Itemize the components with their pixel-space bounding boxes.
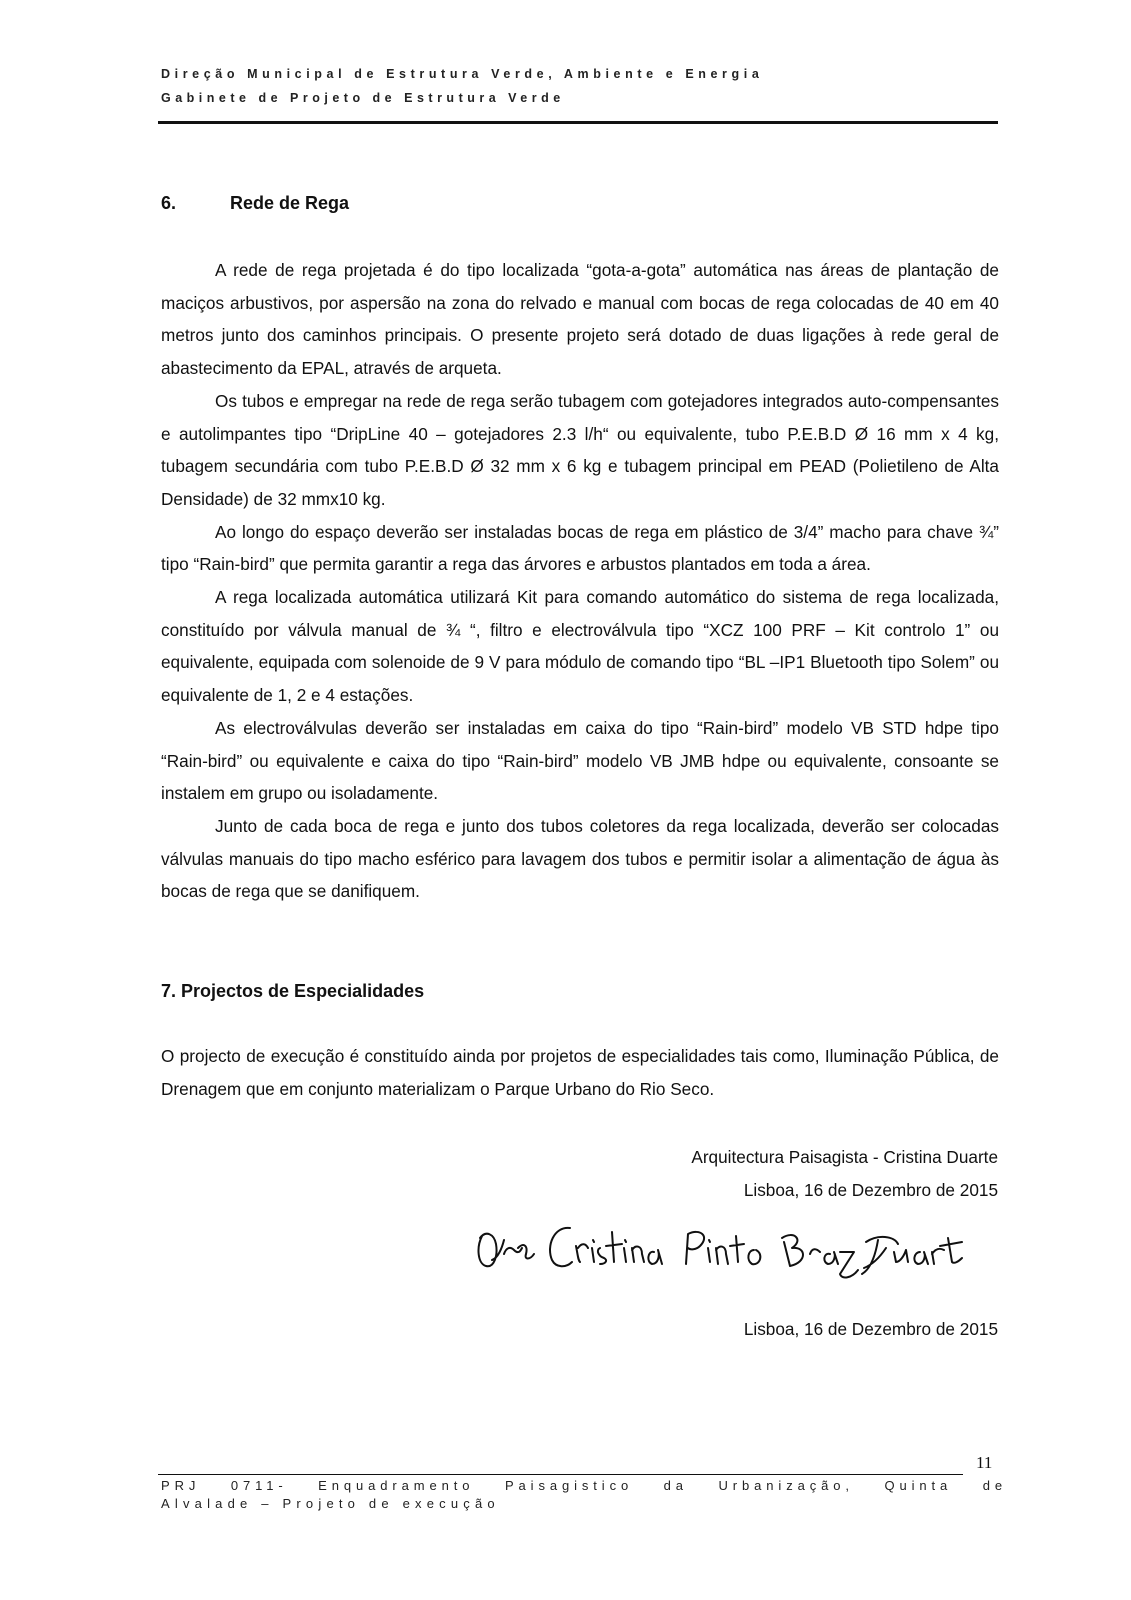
paragraph: Junto de cada boca de rega e junto dos tubos coletores da rega localizada, deverão ser colocadas válvulas manuais do tipo macho esférico para lavagem dos tubos e permitir isolar a alimentação de água às bocas de rega que se danifiquem. (161, 815, 999, 902)
paragraph: Ao longo do espaço deverão ser instaladas bocas de rega em plástico de 3/4” macho para chave ¾” tipo “Rain-bird” que permita garantir a rega das árvores e arbustos plantados em toda a área. (161, 521, 999, 575)
section-6-title: Rede de Rega (230, 193, 350, 213)
footer-project-line2: Alvalade – Projeto de execução (161, 1496, 500, 1511)
handwritten-signature (474, 1218, 964, 1298)
header-office: Gabinete de Projeto de Estrutura Verde (161, 91, 565, 105)
paragraph: A rega localizada automática utilizará Kit para comando automático do sistema de rega localizada, constituído por válvula manual de ¾ “, filtro e electroválvula tipo “XCZ 100 PRF – Kit controlo 1” ou equivalente, equipada com solenoide de 9 V para módulo de comando tipo “BL –IP1 Bluetooth tipo Solem” ou equivalente de 1, 2 e 4 estações. (161, 587, 999, 706)
section-7-heading: 7. Projectos de Especialidades (161, 981, 425, 1001)
section-6-body (161, 254, 999, 908)
footer-project-line1: PRJ 0711- Enquadramento Paisagistico da Urbanização, Quinta de (161, 1478, 1007, 1493)
paragraph: O projecto de execução é constituído ainda por projetos de especialidades tais como, Iluminação Pública, de Drenagem que em conjunto materializam o Parque Urbano do Rio Seco. (161, 1046, 999, 1099)
section-6-number: 6. (161, 193, 177, 213)
footer-rule (158, 1474, 963, 1475)
paragraph: As electroválvulas deverão ser instaladas em caixa do tipo “Rain-bird” modelo VB STD hdpe tipo “Rain-bird” ou equivalente e caixa do tipo “Rain-bird” modelo VB JMB hdpe ou equivalente, consoante se instalem em grupo ou isoladamente. (161, 717, 999, 804)
header-rule (158, 121, 998, 124)
paragraph: Os tubos e empregar na rede de rega serão tubagem com gotejadores integrados auto-compensantes e autolimpantes tipo “DripLine 40 – gotejadores 2.3 l/h“ ou equivalente, tubo P.E.B.D Ø 16 mm x 4 kg, tubagem secundária com tubo P.E.B.D Ø 32 mm x 6 kg e tubagem principal em PEAD (Polietileno de Alta Densidade) de 32 mmx10 kg. (161, 390, 999, 509)
section-7-body (161, 1040, 999, 1105)
signature-role: Arquitectura Paisagista - Cristina Duarte (691, 1147, 998, 1167)
section-6-heading (161, 193, 349, 214)
signature-date-repeat: Lisboa, 16 de Dezembro de 2015 (743, 1319, 998, 1339)
page-number: 11 (976, 1453, 993, 1472)
paragraph: A rede de rega projetada é do tipo localizada “gota-a-gota” automática nas áreas de plantação de maciços arbustivos, por aspersão na zona do relvado e manual com bocas de rega colocadas de 40 em 40 metros junto dos caminhos principais. O presente projeto será dotado de duas ligações à rede geral de abastecimento da EPAL, através de arqueta. (161, 260, 999, 379)
header-department: Direção Municipal de Estrutura Verde, Ambiente e Energia (161, 67, 764, 81)
signature-date: Lisboa, 16 de Dezembro de 2015 (743, 1180, 998, 1200)
